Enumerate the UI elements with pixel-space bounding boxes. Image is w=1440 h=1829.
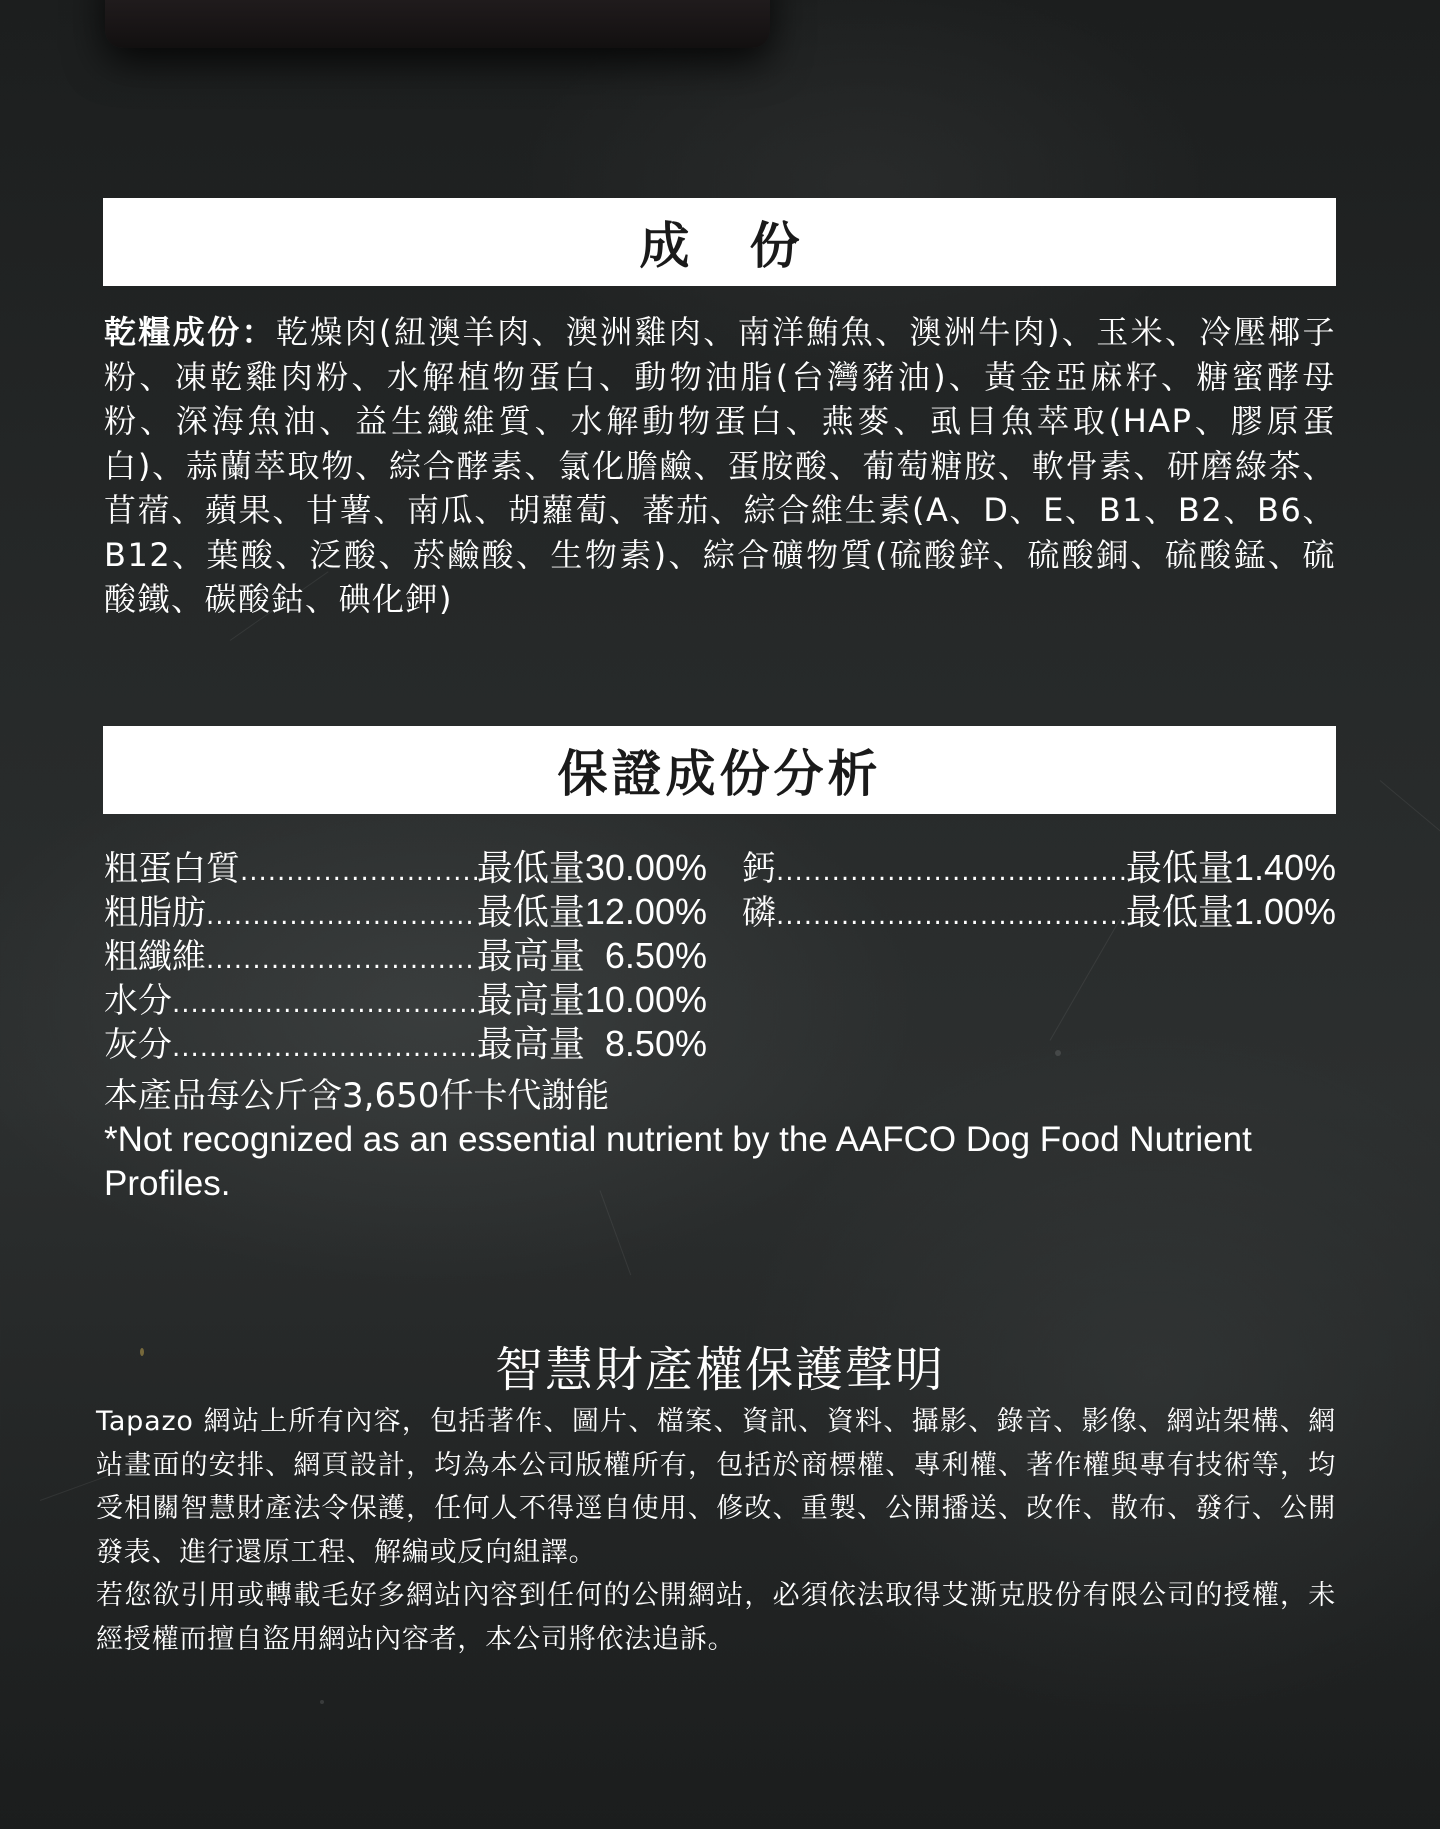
analysis-name: 磷	[742, 893, 776, 933]
energy-statement: 本產品每公斤含3,650仟卡代謝能	[104, 1076, 610, 1116]
ip-paragraph: Tapazo 網站上所有內容，包括著作、圖片、檔案、資訊、資料、攝影、錄音、影像、網站架構、網站畫面的安排、網頁設計，均為本公司版權所有，包括於商標權、專利權、著作權與專有技術等，均受相關智慧財產法令保護，任何人不得逕自使用、修改、重製、公開播送、改作、散布、發行、公開發表、進行還原工程、解編或反向組譯。	[96, 1406, 1336, 1568]
texture-scratch	[1380, 780, 1440, 832]
dot-leader	[776, 850, 1126, 894]
ip-paragraph: 若您欲引用或轉載毛好多網站內容到任何的公開網站，必須依法取得艾澌克股份有限公司的授權，未經授權而擅自盜用網站內容者，本公司將依法追訴。	[96, 1580, 1336, 1655]
dot-leader	[776, 894, 1126, 938]
analysis-row-fiber	[104, 934, 707, 978]
ingredients-text: 乾燥肉(紐澳羊肉、澳洲雞肉、南洋鮪魚、澳洲牛肉)、玉米、冷壓椰子粉、凍乾雞肉粉、水解植物蛋白、動物油脂(台灣豬油)、黃金亞麻籽、糖蜜酵母粉、深海魚油、益生纖維質、水解動物蛋白、燕麥、虱目魚萃取(HAP、膠原蛋白)、蒜蘭萃取物、綜合酵素、氯化膽鹼、蛋胺酸、葡萄糖胺、軟骨素、研磨綠茶、苜蓿、蘋果、甘薯、南瓜、胡蘿蔔、蕃茄、綜合維生素(A、D、E、B1、B2、B6、B12、葉酸、泛酸、菸鹼酸、生物素)、綜合礦物質(硫酸鋅、硫酸銅、硫酸錳、硫酸鐵、碳酸鈷、碘化鉀)	[104, 313, 1336, 618]
texture-speck	[1055, 1050, 1061, 1056]
ip-statement-title: 智慧財產權保護聲明	[494, 1342, 945, 1398]
analysis-right-column	[742, 846, 1336, 934]
texture-speck	[320, 1700, 324, 1704]
analysis-title: 保證成份分析	[557, 745, 882, 803]
analysis-row-calcium	[742, 846, 1336, 890]
ingredients-header-bar	[103, 198, 1336, 286]
analysis-value: 最低量30.00%	[476, 847, 707, 888]
product-bag	[105, 0, 770, 48]
analysis-name: 水分	[104, 981, 172, 1021]
dot-leader	[172, 1026, 477, 1070]
analysis-name: 粗纖維	[104, 937, 206, 977]
analysis-name: 鈣	[742, 849, 776, 889]
dot-leader	[206, 894, 477, 938]
ingredients-label: 乾糧成份：	[104, 313, 276, 351]
ip-statement-body	[96, 1400, 1336, 1661]
dot-leader	[172, 982, 477, 1026]
dot-leader	[206, 938, 477, 982]
analysis-row-moisture	[104, 978, 707, 1022]
analysis-value: 最低量12.00%	[476, 891, 707, 932]
analysis-value: 最高量 8.50%	[476, 1023, 707, 1064]
analysis-name: 灰分	[104, 1025, 172, 1065]
analysis-row-fat	[104, 890, 707, 934]
ingredients-paragraph	[104, 310, 1336, 622]
aafco-note: *Not recognized as an essential nutrient by the AAFCO Dog Food Nutrient Profiles.	[104, 1120, 1252, 1203]
analysis-left-column	[104, 846, 707, 1066]
analysis-name: 粗脂肪	[104, 893, 206, 933]
analysis-header-bar	[103, 726, 1336, 814]
analysis-value: 最低量1.40%	[1125, 847, 1336, 888]
analysis-name: 粗蛋白質	[104, 849, 240, 889]
analysis-value: 最高量10.00%	[476, 979, 707, 1020]
analysis-row-ash	[104, 1022, 707, 1066]
analysis-value: 最低量1.00%	[1125, 891, 1336, 932]
analysis-value: 最高量 6.50%	[476, 935, 707, 976]
analysis-row-phosphorus	[742, 890, 1336, 934]
ingredients-title: 成份	[639, 217, 860, 275]
analysis-row-protein	[104, 846, 707, 890]
dot-leader	[240, 850, 477, 894]
